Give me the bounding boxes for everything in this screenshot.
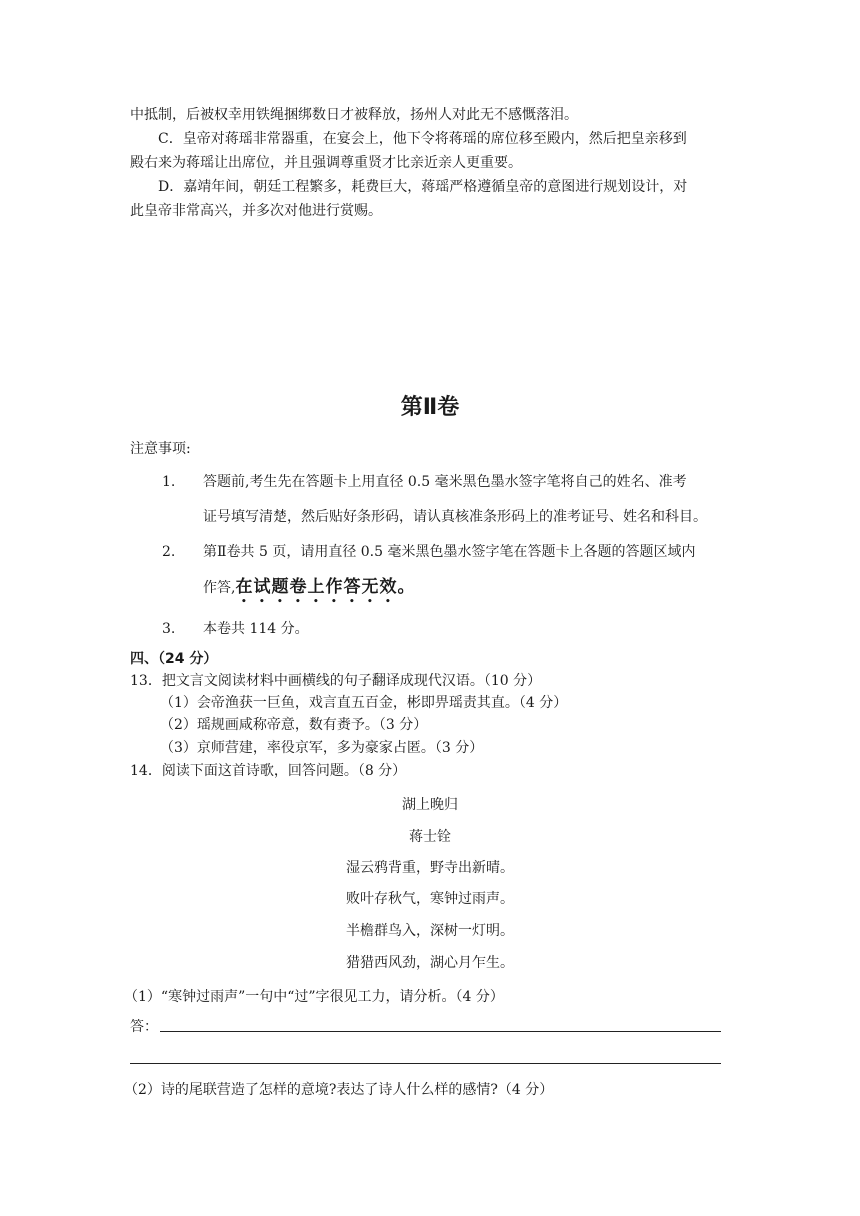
answer-line-2[interactable] — [130, 1063, 721, 1064]
notice-item-3-number: 3. — [162, 621, 176, 637]
q13-sub-1: （1）会帝渔获一巨鱼，戏言直五百金，彬即畀瑶责其直。（4 分） — [160, 695, 568, 711]
option-c-line2: 殿右来为蒋瑶让出席位，并且强调尊重贤才比亲近亲人更重要。 — [130, 155, 522, 171]
q14-sub-1: （1）“寒钟过雨声”一句中“过”字很见工力，请分析。（4 分） — [124, 989, 504, 1005]
notice-item-1-number: 1. — [162, 474, 176, 490]
option-d-line2: 此皇帝非常高兴，并多次对他进行赏赐。 — [130, 203, 382, 219]
poem-line-4: 猎猎西风劲，湖心月乍生。 — [346, 955, 514, 971]
notice-item-1-line1: 答题前,考生先在答题卡上用直径 0.5 毫米黑色墨水签字笔将自己的姓名、准考 — [203, 474, 687, 490]
answer-label: 答： — [130, 1019, 158, 1035]
notice-emphasis-text: 在试题卷上作答无效。 — [235, 577, 416, 597]
poem-line-1: 湿云鸦背重，野寺出新晴。 — [346, 860, 514, 876]
q13-sub-2: （2）瑶规画咸称帝意，数有赉予。（3 分） — [160, 717, 428, 733]
section-title: 第Ⅱ卷 — [400, 395, 460, 420]
q14-prompt: 14．阅读下面这首诗歌，回答问题。（8 分） — [130, 763, 407, 779]
part4-heading: 四、（24 分） — [130, 651, 218, 667]
option-c-line1: C．皇帝对蒋瑶非常器重，在宴会上，他下令将蒋瑶的席位移至殿内，然后把皇亲移到 — [158, 131, 687, 147]
poem-line-3: 半檐群鸟入，深树一灯明。 — [346, 923, 514, 939]
notice-item-2-line2 — [203, 576, 415, 607]
notice-item-2-number: 2. — [162, 544, 176, 560]
poem-title: 湖上晚归 — [402, 797, 458, 813]
poem-author: 蒋士铨 — [409, 829, 451, 845]
notice-heading: 注意事项: — [130, 441, 191, 457]
poem-line-2: 败叶存秋气，寒钟过雨声。 — [346, 891, 514, 907]
option-d-line1: D．嘉靖年间，朝廷工程繁多，耗费巨大，蒋瑶严格遵循皇帝的意图进行规划设计，对 — [158, 179, 688, 195]
notice-item-3-line1: 本卷共 114 分。 — [203, 621, 309, 637]
notice-item-2-prefix: 作答, — [203, 580, 236, 596]
notice-item-2-line1: 第Ⅱ卷共 5 页，请用直径 0.5 毫米黑色墨水签字笔在答题卡上各题的答题区域内 — [203, 544, 696, 560]
q14-sub-2: （2）诗的尾联营造了怎样的意境?表达了诗人什么样的感情?（4 分） — [124, 1082, 554, 1098]
q13-prompt: 13．把文言文阅读材料中画横线的句子翻译成现代汉语。（10 分） — [130, 673, 542, 689]
option-b-continuation: 中抵制，后被权幸用铁绳捆绑数日才被释放，扬州人对此无不感慨落泪。 — [130, 107, 578, 123]
notice-item-1-line2: 证号填写清楚，然后贴好条形码，请认真核准条形码上的准考证号、姓名和科目。 — [203, 509, 707, 525]
answer-line-1[interactable] — [160, 1031, 721, 1032]
q13-sub-3: （3）京师营建，率役京军，多为豪家占匿。（3 分） — [160, 740, 484, 756]
